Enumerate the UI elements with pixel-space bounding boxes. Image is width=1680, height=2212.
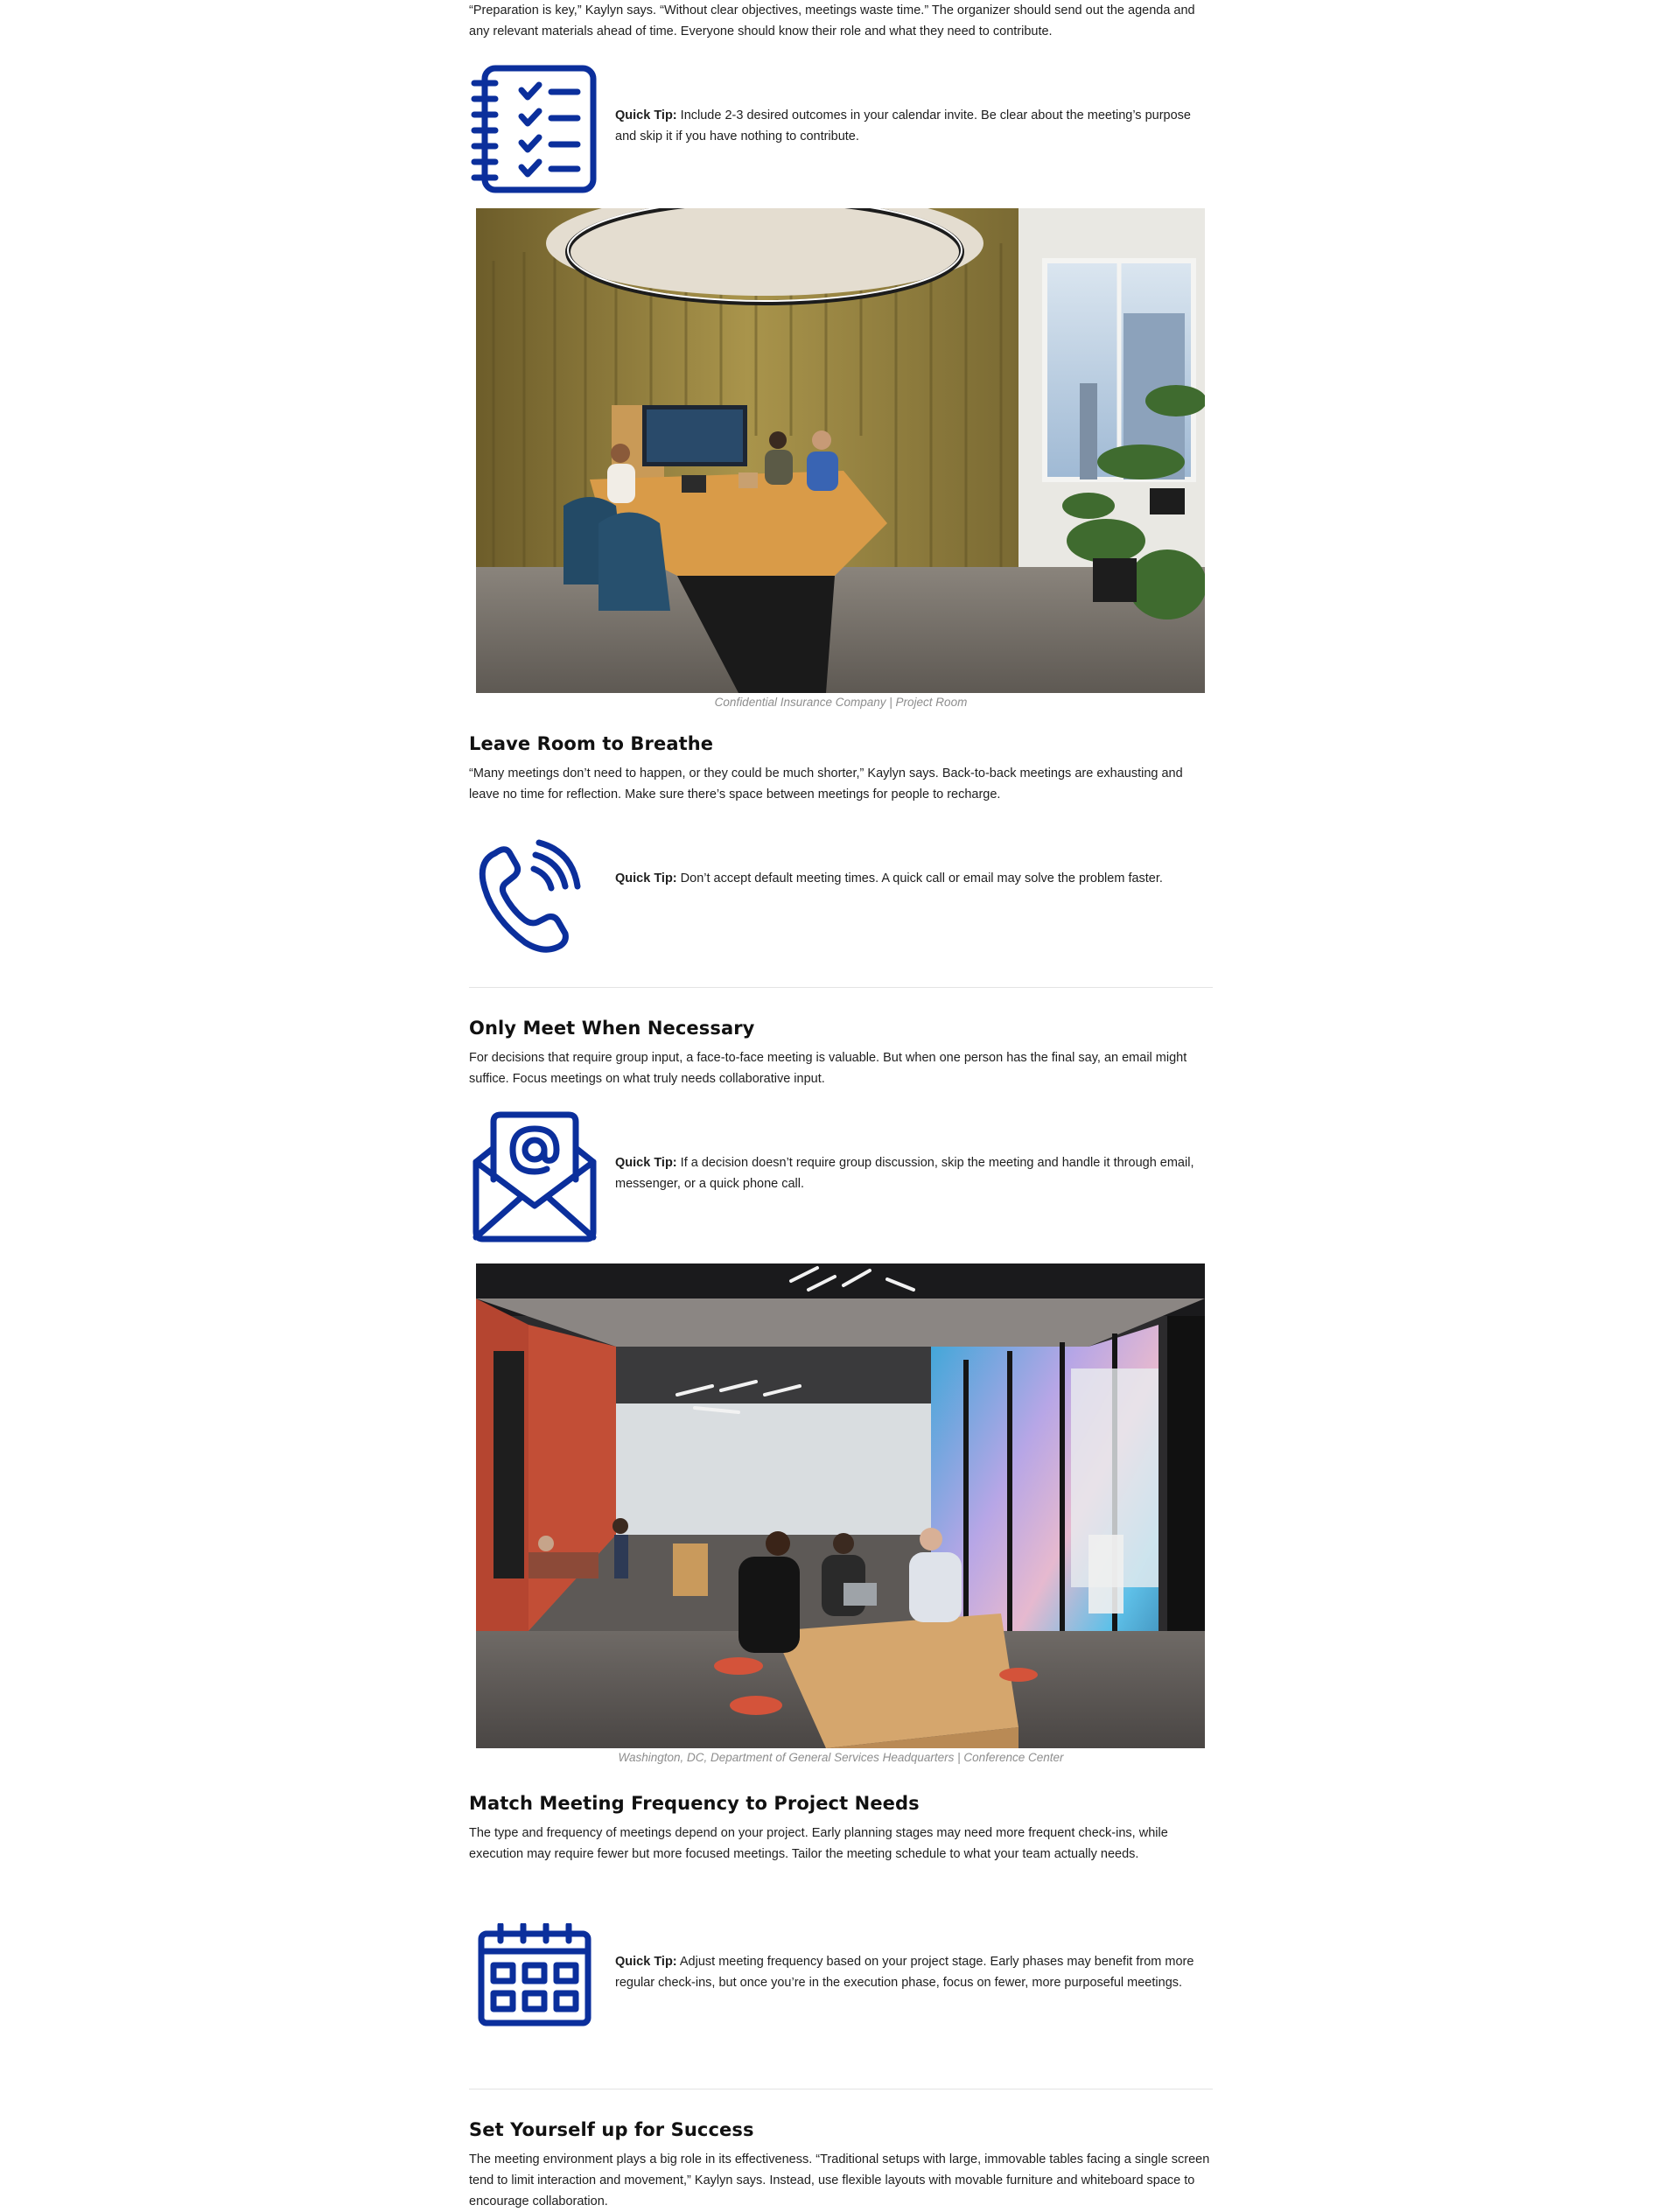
- section-paragraph: “Many meetings don’t need to happen, or they could be much shorter,” Kaylyn says. Back-to-back meetings are exhausting and leave no time for reflection. Make sure there’s space between meetings for people to recharge.: [469, 766, 1183, 802]
- quick-tip-label: Quick Tip:: [615, 108, 677, 122]
- quick-tip-label: Quick Tip:: [615, 872, 677, 886]
- checklist-icon: [469, 64, 600, 200]
- quick-tip-text: [615, 1951, 1210, 1993]
- quick-tip-text: [615, 1152, 1210, 1194]
- email-icon: [469, 1111, 600, 1249]
- calendar-icon: [469, 1923, 600, 2033]
- section-paragraph: The meeting environment plays a big role in its effectiveness. “Traditional setups with large, immovable tables facing a single screen tend to limit interaction and movement,” Kaylyn says. Instead, use flexible layouts with movable furniture and whiteboard space to encourage collaboration.: [469, 2152, 1210, 2208]
- project-room-photo: [476, 208, 1205, 693]
- section-match-frequency: [469, 1793, 1213, 1865]
- section-divider: [469, 987, 1213, 988]
- section-paragraph: The type and frequency of meetings depend on your project. Early planning stages may need more frequent check-ins, while execution may require fewer but more focused meetings. Tailor the meeting schedule to what your team actually needs.: [469, 1826, 1168, 1861]
- section-divider: [469, 2089, 1213, 2090]
- quick-tip-2: [469, 836, 1213, 954]
- quick-tip-1: [469, 64, 1213, 195]
- intro-section: [469, 0, 1213, 42]
- quick-tip-text: [615, 868, 1210, 889]
- section-leave-room: [469, 733, 1213, 805]
- conference-center-photo: [476, 1264, 1205, 1748]
- section-title: Only Meet When Necessary: [469, 1018, 755, 1039]
- photo-caption: Confidential Insurance Company | Project Room: [714, 696, 968, 709]
- section-title: Set Yourself up for Success: [469, 2119, 754, 2140]
- section-set-up-success: [469, 2119, 1213, 2212]
- section-paragraph: For decisions that require group input, a face-to-face meeting is valuable. But when one person has the final say, an email might suffice. Focus meetings on what truly needs collaborative input.: [469, 1051, 1187, 1086]
- photo-caption: Washington, DC, Department of General Services Headquarters | Conference Center: [618, 1751, 1064, 1764]
- quick-tip-body: Include 2-3 desired outcomes in your calendar invite. Be clear about the meeting’s purpose and skip it if you have nothing to contribute.: [615, 108, 1191, 144]
- intro-paragraph: “Preparation is key,” Kaylyn says. “Without clear objectives, meetings waste time.” The organizer should send out the agenda and any relevant materials ahead of time. Everyone should know their role and what they need to contribute.: [469, 4, 1195, 38]
- quick-tip-body: If a decision doesn’t require group discussion, skip the meeting and handle it through email, messenger, or a quick phone call.: [615, 1156, 1194, 1191]
- quick-tip-body: Don’t accept default meeting times. A quick call or email may solve the problem faster.: [676, 872, 1163, 886]
- quick-tip-3: [469, 1111, 1213, 1244]
- phone-icon: [469, 836, 600, 958]
- quick-tip-label: Quick Tip:: [615, 1955, 677, 1969]
- section-title: Match Meeting Frequency to Project Needs: [469, 1793, 920, 1814]
- quick-tip-body: Adjust meeting frequency based on your project stage. Early phases may benefit from more regular check-ins, but once you’re in the execution phase, focus on fewer, more purposeful meetings.: [615, 1955, 1194, 1990]
- section-only-meet: [469, 1018, 1213, 1089]
- quick-tip-text: [615, 105, 1210, 147]
- quick-tip-4: [469, 1923, 1213, 2028]
- section-title: Leave Room to Breathe: [469, 733, 714, 754]
- quick-tip-label: Quick Tip:: [615, 1156, 677, 1170]
